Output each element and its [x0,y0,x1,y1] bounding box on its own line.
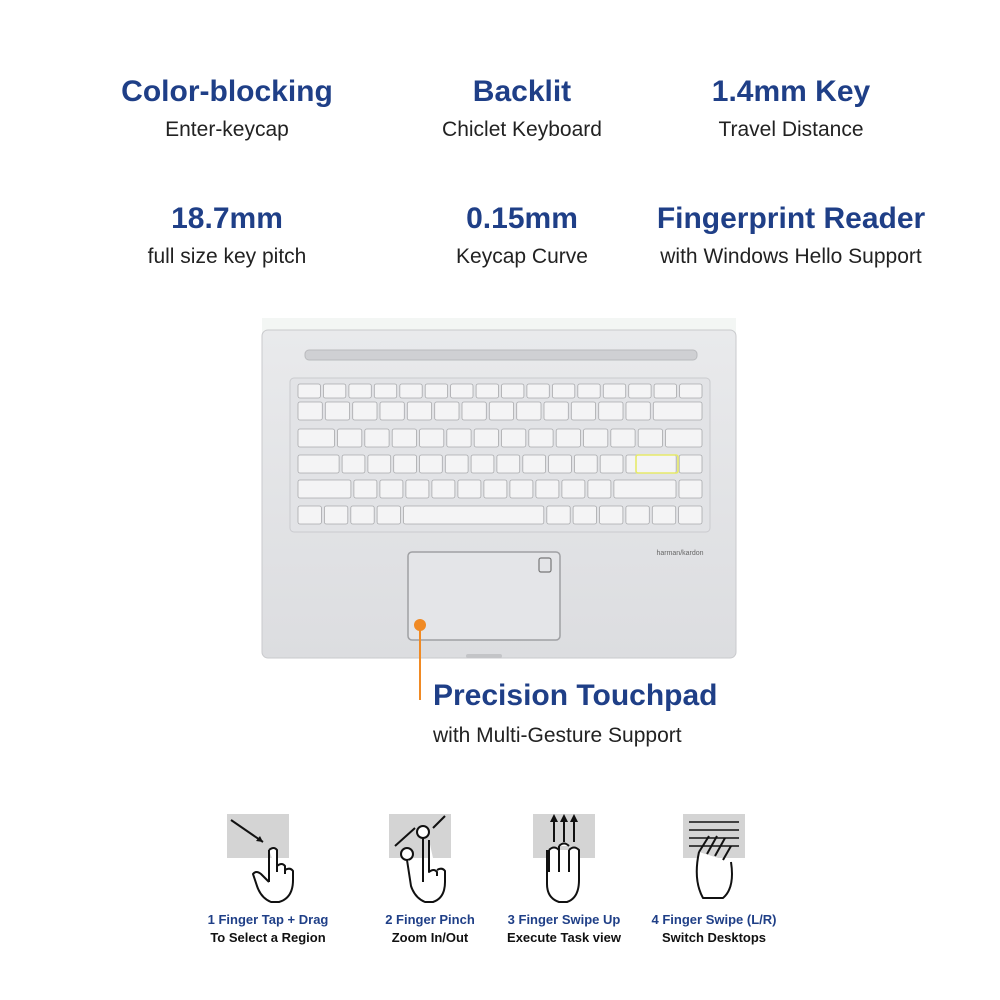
keyboard-key [298,480,351,498]
feature-subtitle: Keycap Curve [456,245,588,268]
keyboard-key [323,384,345,398]
keyboard-key [574,455,597,473]
keyboard-key [614,480,676,498]
keyboard-key [584,429,608,447]
keyboard-key [458,480,481,498]
keyboard-key [571,402,595,420]
keyboard-key [680,384,702,398]
keyboard-key [679,455,702,473]
feature-subtitle: Travel Distance [718,118,864,141]
brand-logo: harman/kardon [656,550,704,557]
keyboard-key [652,506,675,524]
gesture-title: 2 Finger Pinch [385,912,475,927]
keyboard-key [497,455,520,473]
keyboard-key [489,402,513,420]
keyboard-key [394,455,417,473]
keyboard-key [451,384,473,398]
keyboard-key [432,480,455,498]
keyboard-key [435,402,459,420]
keyboard-key [404,506,544,524]
two-finger-pinch-icon [385,810,475,905]
keyboard-key [354,480,377,498]
keyboard-key [325,402,349,420]
keyboard-key [544,402,568,420]
feature-title: 18.7mm [171,202,283,235]
feature-title: 1.4mm Key [711,75,871,108]
keyboard-key [527,384,549,398]
gesture-title: 4 Finger Swipe (L/R) [651,912,777,927]
keyboard-key [578,384,600,398]
keyboard-key [536,480,559,498]
keyboard-key [626,506,649,524]
keyboard-key [552,384,574,398]
keyboard-key [653,402,702,420]
gesture-subtitle: To Select a Region [210,930,326,945]
gesture-title: 3 Finger Swipe Up [507,912,621,927]
keyboard-key [377,506,400,524]
hinge [305,350,697,360]
keyboard-key [407,402,431,420]
keyboard-key [600,506,623,524]
gesture-title: 1 Finger Tap + Drag [207,912,329,927]
feature-title: Fingerprint Reader [656,202,926,235]
touchpad [408,552,560,640]
one-finger-drag-icon [223,810,313,905]
keyboard-key [298,455,339,473]
feature-title: 0.15mm [466,202,578,235]
front-notch [466,654,502,658]
keyboard-key [556,429,580,447]
keyboard-key [351,506,374,524]
keyboard-key [510,480,533,498]
keyboard-key [338,429,362,447]
keyboard-key [529,429,553,447]
keyboard-key [342,455,365,473]
three-finger-swipe-icon [519,810,609,905]
four-finger-swipe-icon [669,810,759,905]
keyboard-key [471,455,494,473]
feature-title: Backlit [472,75,572,108]
gesture-subtitle: Switch Desktops [661,930,767,945]
keyboard-key [298,384,320,398]
keyboard-key [666,429,703,447]
keyboard-key [474,429,498,447]
keyboard-key [502,384,524,398]
feature-title: Color-blocking [121,75,333,108]
keyboard-key [611,429,635,447]
keyboard-key [368,455,391,473]
keyboard-key [603,384,625,398]
keyboard-key [298,506,321,524]
keyboard-key [420,429,444,447]
gesture-subtitle: Execute Task view [507,930,621,945]
feature-subtitle: Enter-keycap [165,118,289,141]
touchpad-title: Precision Touchpad [433,679,718,712]
keyboard-key [679,480,702,498]
keyboard-key [517,402,541,420]
keyboard-key [523,455,546,473]
keyboard-key [374,384,396,398]
touchpad-callout [433,678,718,750]
keyboard-key [588,480,611,498]
feature-subtitle: Chiclet Keyboard [442,118,602,141]
gesture-four-finger [614,810,814,947]
keyboard-key [626,402,650,420]
keyboard-key [600,455,623,473]
keyboard-key [298,429,335,447]
feature-subtitle: full size key pitch [147,245,307,268]
keyboard-key [679,506,702,524]
keyboard-key [502,429,526,447]
keyboard-key [420,455,443,473]
keyboard-key [462,402,486,420]
keyboard-key [365,429,389,447]
keyboard-key [476,384,498,398]
keyboard-key [573,506,596,524]
keyboard-key [549,455,572,473]
keyboard-key [406,480,429,498]
keyboard-key [353,402,377,420]
keyboard-key [324,506,347,524]
keyboard-key [349,384,371,398]
keyboard-key [599,402,623,420]
keyboard-key [638,429,662,447]
keyboard-key [447,429,471,447]
keyboard-key [562,480,585,498]
keyboard-key [392,429,416,447]
gesture-subtitle: Zoom In/Out [391,930,469,945]
keyboard-key [400,384,422,398]
callout-dot [414,619,426,631]
keyboard-key [445,455,468,473]
keyboard-key [380,402,404,420]
keyboard-key [425,384,447,398]
keyboard-key [484,480,507,498]
keyboard-key [380,480,403,498]
keyboard-key [298,402,322,420]
keyboard-key [626,455,676,473]
feature-subtitle: with Windows Hello Support [660,245,922,268]
keyboard-key [654,384,676,398]
keyboard-key [629,384,651,398]
keyboard-key [547,506,570,524]
touchpad-subtitle: with Multi-Gesture Support [433,724,682,747]
